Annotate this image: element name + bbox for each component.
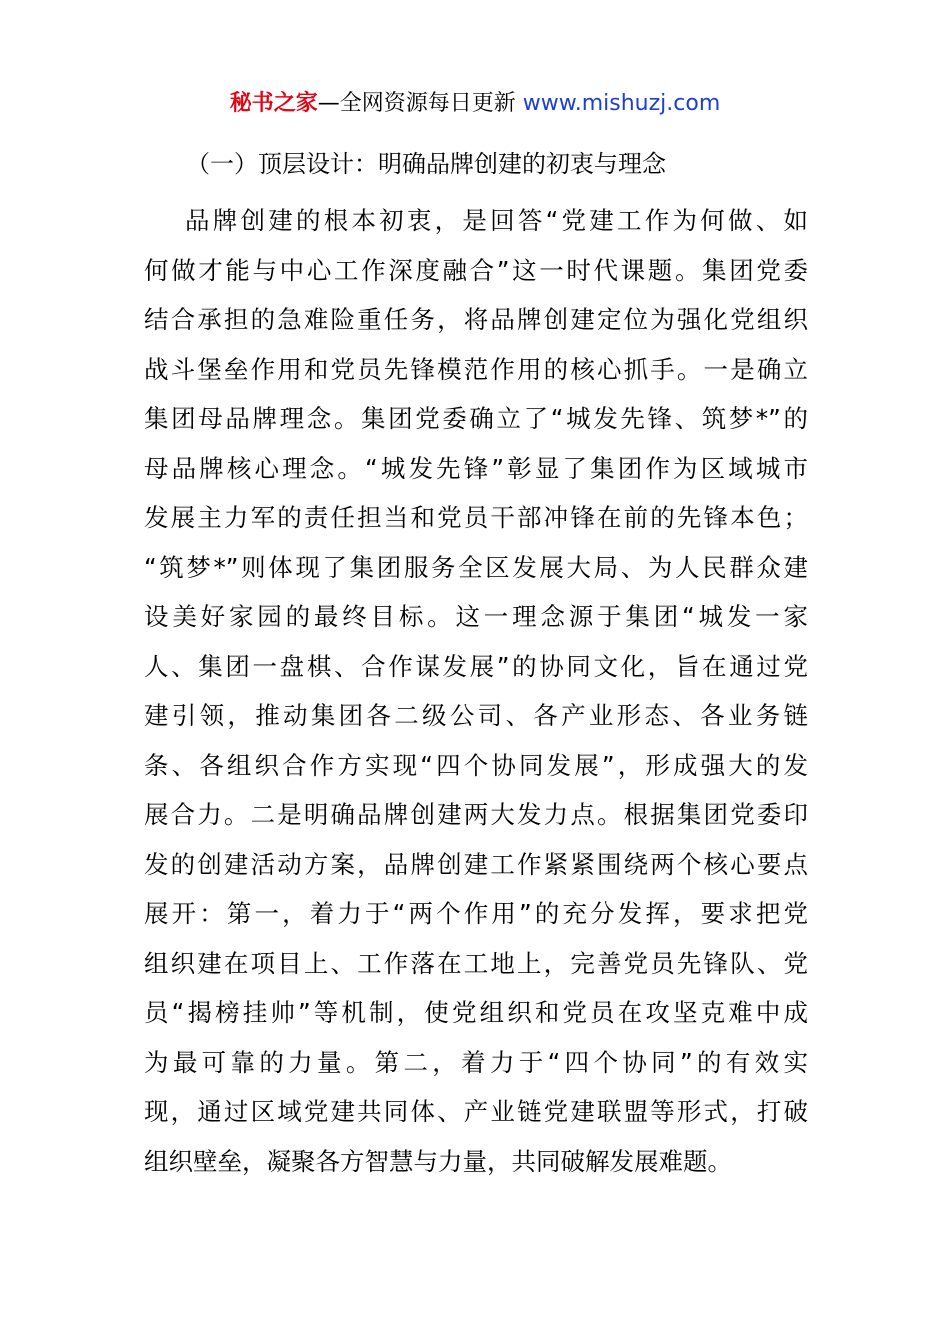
body-line: 结合承担的急难险重任务，将品牌创建定位为强化党组织 — [144, 305, 808, 334]
body-line: 战斗堡垒作用和党员先锋模范作用的核心抓手。一是确立 — [144, 354, 808, 384]
body-line: 员“揭榜挂帅”等机制，使党组织和党员在攻坚克难中成 — [144, 998, 808, 1027]
body-line: 人、集团一盘棋、合作谋发展”的协同文化，旨在通过党 — [144, 651, 808, 681]
body-line: 建引领，推动集团各二级公司、各产业形态、各业务链 — [144, 701, 808, 730]
body-line: 母品牌核心理念。“城发先锋”彰显了集团作为区域城市 — [144, 453, 808, 483]
body-line: 集团母品牌理念。集团党委确立了“城发先锋、筑梦*”的 — [144, 404, 808, 433]
site-header — [0, 88, 950, 120]
body-line: 发展主力军的责任担当和党员干部冲锋在前的先锋本色； — [144, 503, 808, 532]
body-line: 展开：第一，着力于“两个作用”的充分发挥，要求把党 — [144, 899, 808, 928]
body-line: 条、各组织合作方实现“四个协同发展”，形成强大的发 — [144, 750, 808, 780]
site-url-link[interactable]: www.mishuzj.com — [522, 91, 721, 116]
body-line: “筑梦*”则体现了集团服务全区发展大局、为人民群众建 — [144, 552, 808, 582]
body-line: 为最可靠的力量。第二，着力于“四个协同”的有效实 — [144, 1047, 808, 1077]
body-line: 设美好家园的最终目标。这一理念源于集团“城发一家 — [144, 602, 808, 631]
site-tagline: —全网资源每日更新 — [317, 91, 523, 116]
body-line: 展合力。二是明确品牌创建两大发力点。根据集团党委印 — [144, 800, 808, 829]
site-brand: 秘书之家 — [229, 91, 318, 116]
body-line: 组织建在项目上、工作落在工地上，完善党员先锋队、党 — [144, 948, 808, 978]
body-line: 品牌创建的根本初衷，是回答“党建工作为何做、如 — [185, 206, 808, 235]
body-line: 何做才能与中心工作深度融合”这一时代课题。集团党委 — [144, 255, 808, 285]
body-line: 现，通过区域党建共同体、产业链党建联盟等形式，打破 — [144, 1097, 808, 1126]
body-paragraph — [144, 196, 808, 1186]
body-line: 发的创建活动方案，品牌创建工作紧紧围绕两个核心要点 — [144, 849, 808, 879]
body-line: 组织壁垒，凝聚各方智慧与力量，共同破解发展难题。 — [144, 1146, 732, 1176]
section-heading: （一）顶层设计：明确品牌创建的初衷与理念 — [186, 150, 666, 178]
